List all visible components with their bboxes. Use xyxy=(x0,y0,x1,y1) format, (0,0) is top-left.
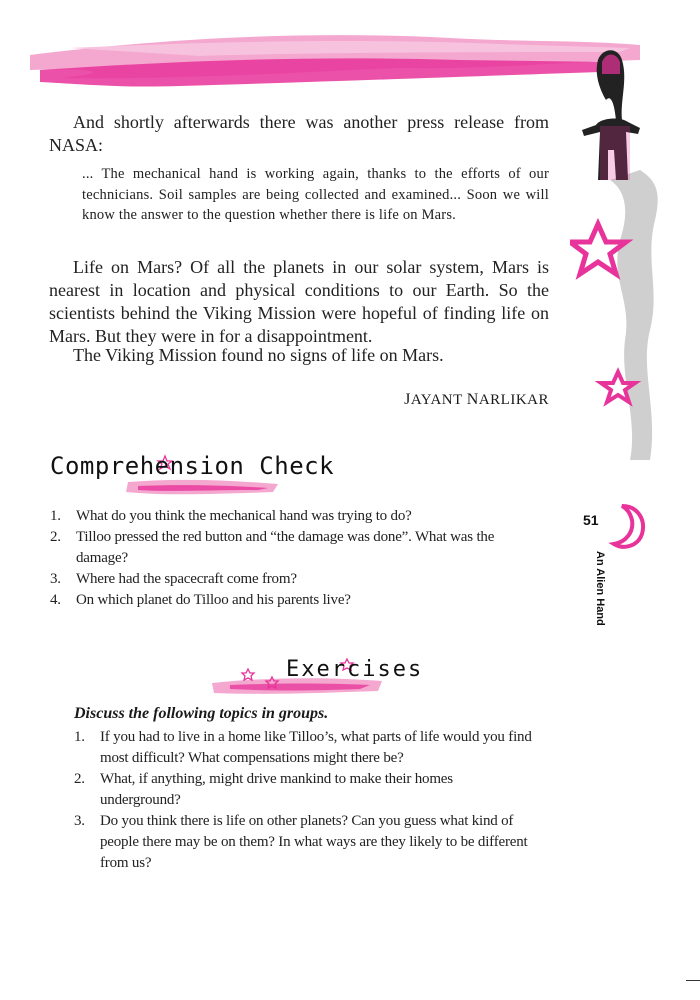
list-item: 3. Do you think there is life on other planets? Can you guess what kind of people there may be on them? In what ways are they likely to be different from us? xyxy=(74,813,528,871)
alien-figure-icon xyxy=(582,50,640,180)
viking-paragraph: The Viking Mission found no signs of life on Mars. xyxy=(73,345,444,365)
chapter-title: An Alien Hand xyxy=(594,551,606,626)
page-edge-mark xyxy=(686,980,700,981)
list-item: 4. On which planet do Tilloo and his parents live? xyxy=(50,592,351,608)
comprehension-title: Comprehension Check xyxy=(50,452,335,480)
list-item: 1. If you had to live in a home like Tilloo’s, what parts of life would you find most difficult? What compensations might there be? xyxy=(74,729,532,766)
list-item: 2. What, if anything, might drive mankind to make their homes underground? xyxy=(74,771,453,808)
page-number: 51 xyxy=(583,512,599,528)
intro-paragraph: And shortly afterwards there was another press release from NASA: xyxy=(49,112,549,155)
exercises-intro: Discuss the following topics in groups. xyxy=(74,705,329,722)
list-item: 3. Where had the spacecraft come from? xyxy=(50,571,297,587)
list-item: 2. Tilloo pressed the red button and “the damage was done”. What was the damage? xyxy=(50,529,495,566)
mars-paragraph: Life on Mars? Of all the planets in our solar system, Mars is nearest in location and physical conditions to our Earth. So the scientists behind the Viking Mission were hopeful of finding life on Mars. But they were in for a disappointment. xyxy=(49,257,549,346)
star-icon xyxy=(242,669,254,680)
moon-icon xyxy=(614,506,643,547)
nasa-quote: ... The mechanical hand is working again, thanks to the efforts of our technicians. Soil samples are being collected and examined... Soon we will know the answer to the question whether there is life on Mars. xyxy=(82,166,549,223)
comprehension-questions xyxy=(50,506,520,611)
exercise-topics xyxy=(74,727,534,874)
exercises-title: Exercises xyxy=(286,657,424,682)
list-item: 1. What do you think the mechanical hand was trying to do? xyxy=(50,508,412,524)
author-name: JAYANT NARLIKAR xyxy=(404,391,549,408)
side-decoration xyxy=(570,40,700,640)
